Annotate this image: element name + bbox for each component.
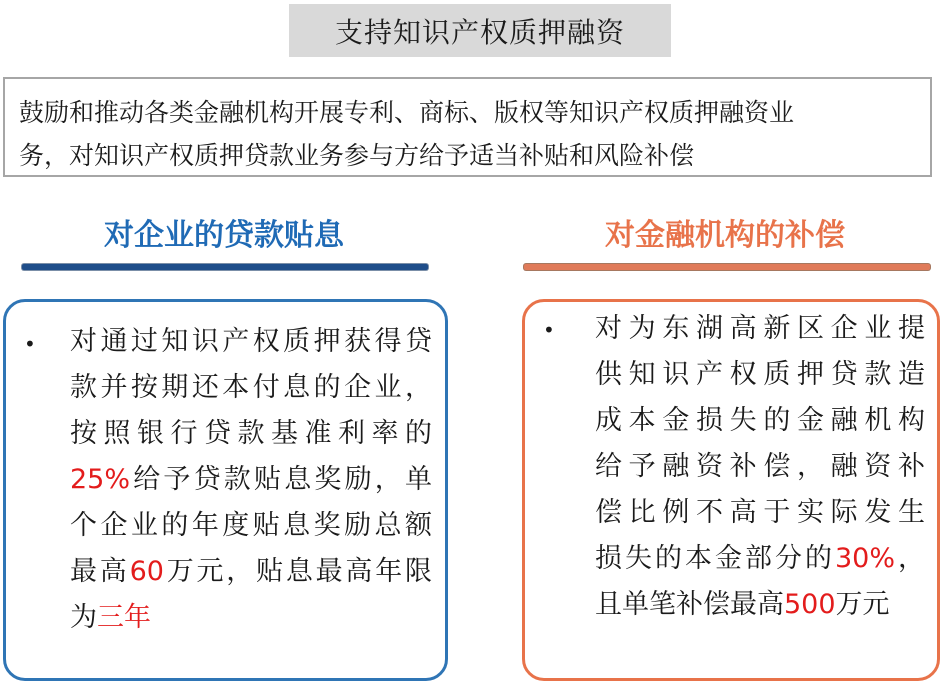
text-line: 偿比例不高于实际发生 (595, 497, 925, 528)
text-fragment: 万元，贴息最高年限 (163, 556, 433, 587)
text-line (595, 582, 925, 628)
text-line (595, 536, 925, 582)
enterprise-subsidy-text (70, 319, 432, 641)
bullet-icon: • (543, 318, 555, 342)
enterprise-subsidy-card (3, 299, 448, 681)
text-line: 供知识产权质押贷款造 (595, 359, 925, 390)
intro-box (3, 77, 932, 177)
text-fragment: 最高 (70, 556, 130, 587)
text-fragment: 给予贷款贴息奖励，单 (130, 464, 432, 495)
text-line: 给予融资补偿，融资补 (595, 451, 925, 482)
institution-heading-underline (524, 264, 930, 270)
text-line (70, 595, 432, 641)
highlight-rate: 30% (835, 543, 896, 574)
highlight-rate: 25% (70, 464, 131, 495)
page-title: 支持知识产权质押融资 (289, 4, 671, 57)
text-line: 款并按期还本付息的企业， (70, 372, 432, 403)
text-fragment: 万元 (835, 589, 890, 620)
institution-compensation-heading: 对金融机构的补偿 (605, 218, 845, 253)
text-fragment: ， (895, 543, 926, 574)
text-line: 成本金损失的金融机构 (595, 405, 925, 436)
text-line: 对通过知识产权质押获得贷 (70, 326, 432, 357)
enterprise-subsidy-heading: 对企业的贷款贴息 (104, 218, 344, 253)
institution-compensation-text (595, 306, 925, 628)
text-line: 对为东湖高新区企业提 (595, 313, 925, 344)
text-fragment: 损失的本金部分的 (595, 543, 835, 574)
highlight-amount: 60 (129, 556, 164, 587)
text-line (70, 457, 432, 503)
highlight-amount: 500 (784, 589, 836, 620)
enterprise-heading-underline (22, 264, 428, 270)
text-line (70, 549, 432, 595)
intro-line-1: 鼓励和推动各类金融机构开展专利、商标、版权等知识产权质押融资业 (19, 98, 795, 127)
text-line: 个企业的年度贴息奖励总额 (70, 510, 432, 541)
bullet-icon: • (24, 332, 36, 356)
highlight-years: 三年 (97, 602, 151, 633)
institution-compensation-card (522, 299, 940, 681)
intro-line-2: 务，对知识产权质押贷款业务参与方给予适当补贴和风险补偿 (19, 141, 695, 170)
text-fragment: 为 (70, 602, 97, 633)
text-line: 按照银行贷款基准利率的 (70, 418, 432, 449)
text-fragment: 且单笔补偿最高 (595, 589, 784, 620)
